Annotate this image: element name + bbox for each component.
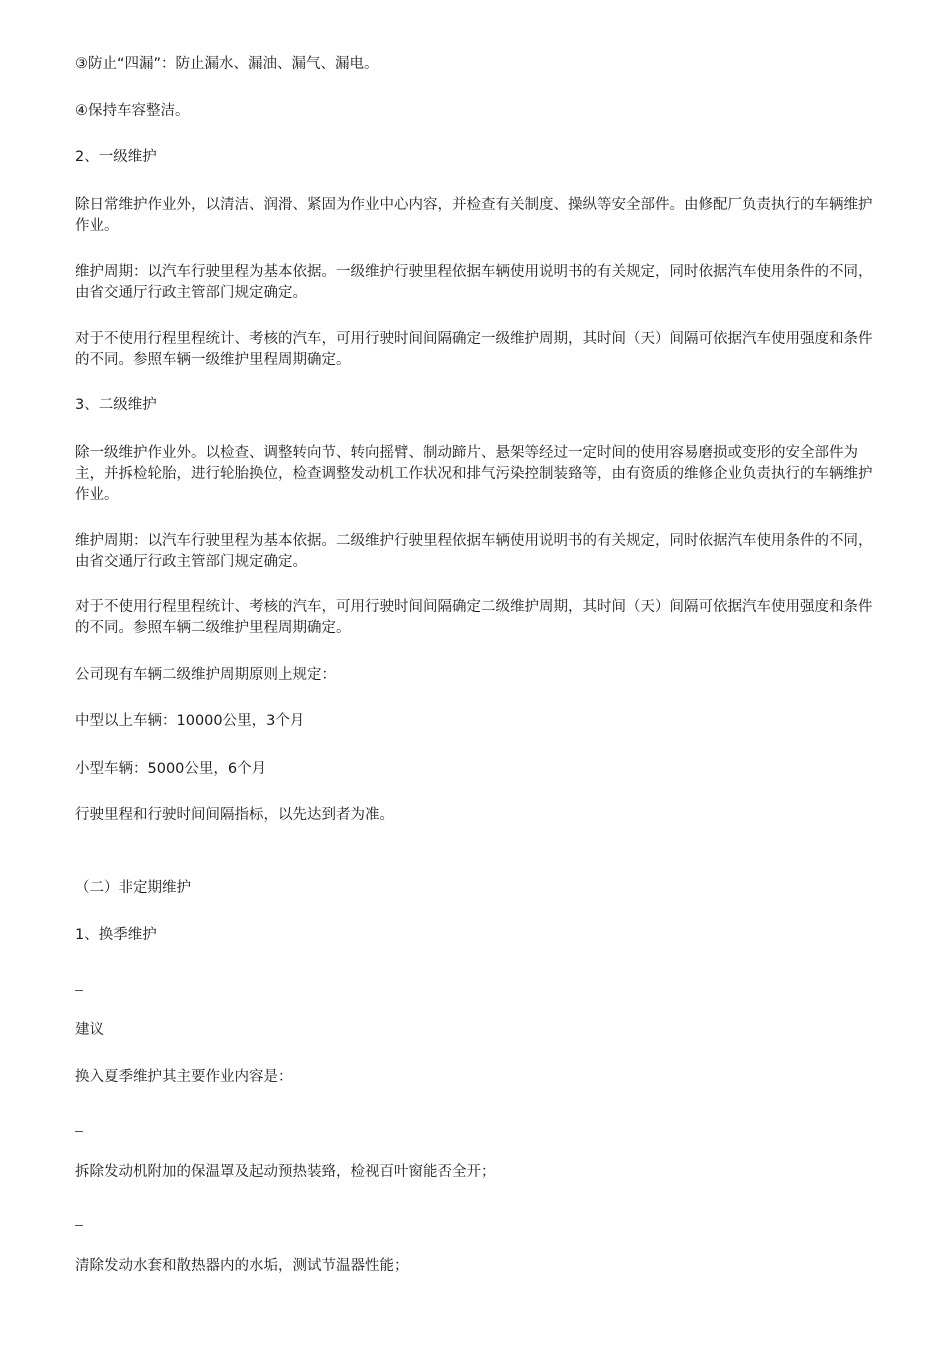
paragraph-clean-scale: 清除发动水套和散热器内的水垢，测试节温器性能； xyxy=(75,1258,409,1274)
paragraph-level-two-description: 除一级维护作业外。以检查、调整转向节、转向摇臂、制动蹄片、悬架等经过一定时间的使用容易磨损或变形的安全部件为主，并拆检轮胎，进行轮胎换位，检查调整发动机工作状况和排气污染控制装臵等，由有资质的维修企业负责执行的车辆维护作业。 xyxy=(75,445,873,503)
paragraph-summer-maintenance-intro: 换入夏季维护其主要作业内容是： xyxy=(75,1069,293,1085)
separator-mark xyxy=(75,1225,83,1226)
heading-seasonal-maintenance: 1、换季维护 xyxy=(75,927,157,943)
paragraph-level-one-cycle: 维护周期：以汽车行驶里程为基本依据。一级维护行驶里程依据车辆使用说明书的有关规定，同时依据汽车使用条件的不同，由省交通厅行政主管部门规定确定。 xyxy=(75,264,873,301)
paragraph-level-one-description: 除日常维护作业外，以清洁、润滑、紧固为作业中心内容，并检查有关制度、操纵等安全部件。由修配厂负责执行的车辆维护作业。 xyxy=(75,197,873,234)
heading-level-two-maintenance: 3、二级维护 xyxy=(75,397,157,413)
paragraph-keep-clean: ④保持车容整洁。 xyxy=(75,103,190,119)
heading-level-one-maintenance: 2、一级维护 xyxy=(75,149,157,165)
paragraph-company-rule: 公司现有车辆二级维护周期原则上规定： xyxy=(75,667,336,683)
heading-unscheduled-maintenance: （二）非定期维护 xyxy=(75,880,191,896)
separator-mark xyxy=(75,990,83,991)
paragraph-medium-vehicles: 中型以上车辆：10000公里，3个月 xyxy=(75,713,305,729)
paragraph-small-vehicles: 小型车辆：5000公里，6个月 xyxy=(75,761,267,777)
paragraph-whichever-first: 行驶里程和行驶时间间隔指标，以先达到者为准。 xyxy=(75,807,394,823)
paragraph-level-two-cycle: 维护周期：以汽车行驶里程为基本依据。二级维护行驶里程依据车辆使用说明书的有关规定，同时依据汽车使用条件的不同，由省交通厅行政主管部门规定确定。 xyxy=(75,533,873,570)
paragraph-level-two-time-interval: 对于不使用行程里程统计、考核的汽车，可用行驶时间间隔确定二级维护周期，其时间（天）间隔可依据汽车使用强度和条件的不同。参照车辆二级维护里程周期确定。 xyxy=(75,599,873,636)
paragraph-suggestion: 建议 xyxy=(75,1022,104,1038)
paragraph-prevent-leaks: ③防止“四漏”：防止漏水、漏油、漏气、漏电。 xyxy=(75,56,379,72)
paragraph-remove-insulation: 拆除发动机附加的保温罩及起动预热装臵，检视百叶窗能否全开； xyxy=(75,1164,496,1180)
separator-mark xyxy=(75,1131,83,1132)
paragraph-level-one-time-interval: 对于不使用行程里程统计、考核的汽车，可用行驶时间间隔确定一级维护周期，其时间（天）间隔可依据汽车使用强度和条件的不同。参照车辆一级维护里程周期确定。 xyxy=(75,331,873,368)
